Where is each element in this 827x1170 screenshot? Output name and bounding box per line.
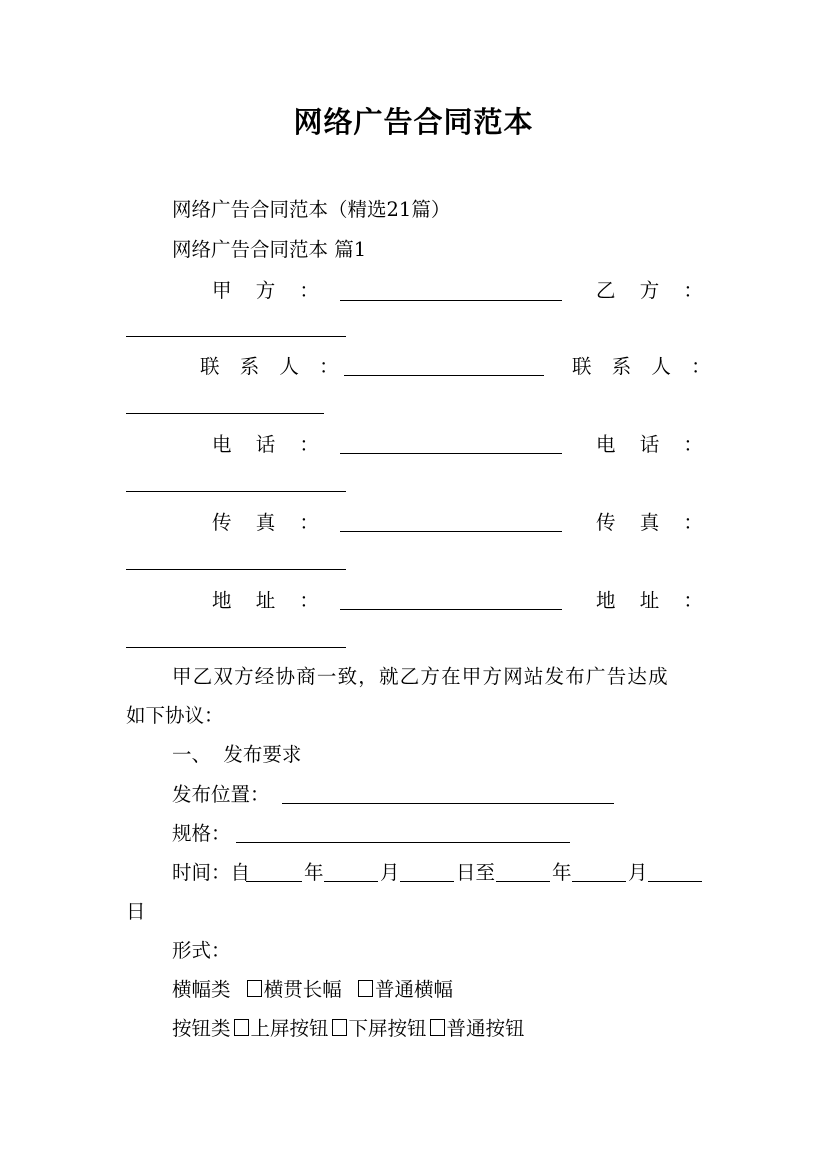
intro-paragraph-line1: 甲乙双方经协商一致，就乙方在甲方网站发布广告达成 [172, 665, 669, 688]
year-start-blank [246, 881, 302, 882]
spec-blank [236, 842, 570, 843]
phone-a-label: 电 话 ： [212, 433, 319, 456]
fax-a-blank [340, 531, 562, 532]
month-start-label: 月 [380, 861, 400, 884]
year-end-blank [496, 881, 550, 882]
banner-full-label: 横贯长幅 [263, 978, 342, 1001]
button-top-label: 上屏按钮 [250, 1017, 329, 1040]
position-label: 发布位置： [172, 783, 270, 806]
banner-normal-label: 普通横幅 [374, 978, 453, 1001]
year-start-label: 年 [304, 861, 324, 884]
party-a-blank [340, 300, 562, 301]
contact-b-label: 联 系 人 ： [572, 355, 711, 378]
month-end-label: 月 [628, 861, 648, 884]
year-end-label: 年 [552, 861, 572, 884]
phone-b-blank [126, 491, 346, 492]
month-end-blank [572, 881, 626, 882]
form-label: 形式： [172, 939, 231, 962]
banner-full-checkbox[interactable] [247, 980, 262, 997]
address-a-label: 地 址 ： [212, 589, 319, 612]
section-heading: 网络广告合同范本 篇1 [172, 238, 367, 261]
contact-a-blank [344, 375, 544, 376]
day-end-label: 日 [126, 900, 146, 923]
party-b-blank [126, 336, 346, 337]
intro-paragraph-line2: 如下协议： [126, 704, 224, 727]
button-bottom-checkbox[interactable] [332, 1019, 347, 1036]
day-to-label: 日至 [456, 861, 496, 884]
banner-type-label: 横幅类 [172, 978, 231, 1001]
time-label: 时间：自 [172, 861, 251, 884]
fax-a-label: 传 真 ： [212, 511, 319, 534]
contact-a-label: 联 系 人 ： [200, 355, 339, 378]
banner-normal-checkbox[interactable] [358, 980, 373, 997]
party-b-label: 乙 方 ： [596, 279, 703, 302]
address-b-label: 地 址 ： [596, 589, 703, 612]
spec-label: 规格： [172, 822, 231, 845]
banner-options-row [172, 977, 453, 1003]
contact-b-blank [126, 413, 324, 414]
month-start-blank [324, 881, 378, 882]
button-type-label: 按钮类 [172, 1017, 231, 1040]
fax-b-blank [126, 569, 346, 570]
document-subtitle: 网络广告合同范本（精选21篇） [172, 198, 451, 221]
page-title: 网络广告合同范本 [293, 105, 534, 139]
phone-a-blank [340, 453, 562, 454]
clause-1-heading: 一、 发布要求 [172, 743, 302, 766]
button-bottom-label: 下屏按钮 [348, 1017, 427, 1040]
phone-b-label: 电 话 ： [596, 433, 703, 456]
position-blank [282, 803, 614, 804]
button-normal-label: 普通按钮 [446, 1017, 525, 1040]
address-b-blank [126, 647, 346, 648]
button-normal-checkbox[interactable] [430, 1019, 445, 1036]
party-a-label: 甲 方 ： [212, 279, 319, 302]
button-top-checkbox[interactable] [234, 1019, 249, 1036]
fax-b-label: 传 真 ： [596, 511, 703, 534]
address-a-blank [340, 609, 562, 610]
day-start-blank [400, 881, 454, 882]
button-options-row [172, 1016, 525, 1042]
day-end-blank [648, 881, 702, 882]
